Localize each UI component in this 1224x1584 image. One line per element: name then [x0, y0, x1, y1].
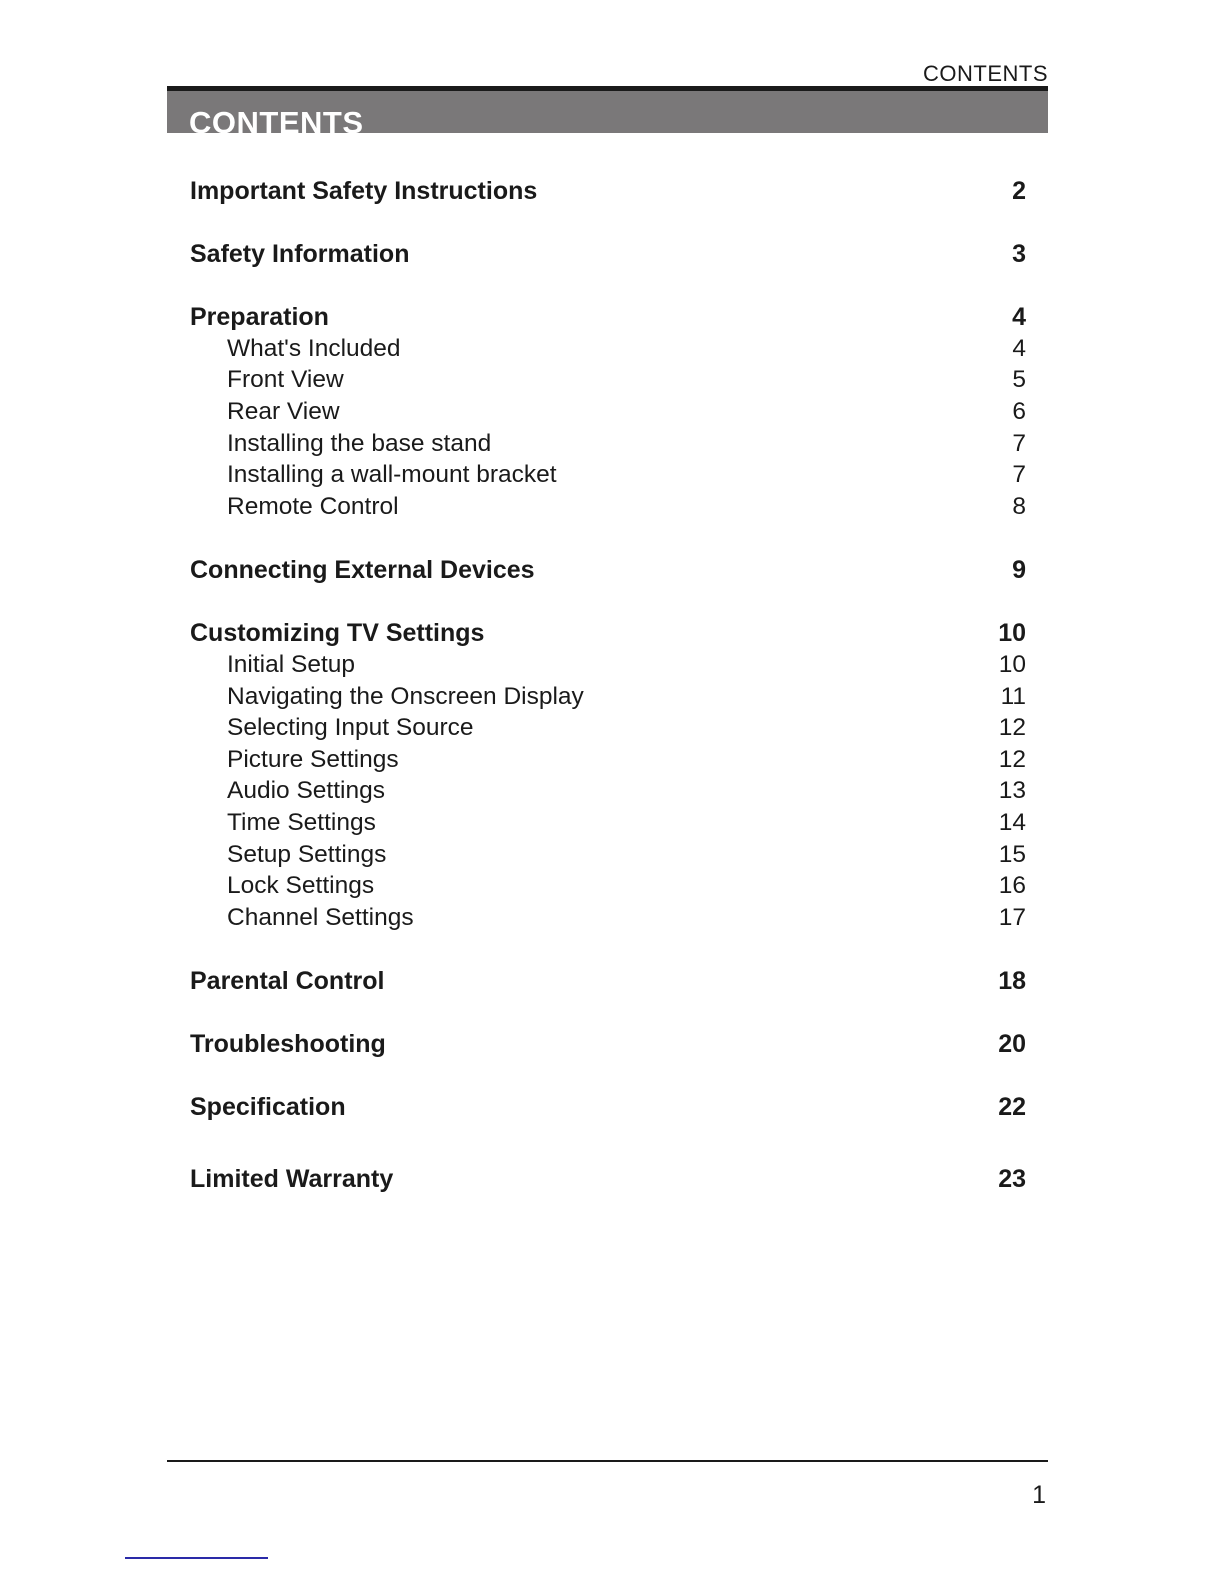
- toc-entry[interactable]: [190, 808, 1026, 838]
- toc-entry-label: Picture Settings: [227, 746, 399, 773]
- toc-entry-page: 9: [1012, 556, 1026, 584]
- toc-entry-page: 4: [1012, 335, 1026, 362]
- toc-entry-page: 5: [1012, 366, 1026, 393]
- toc-entry-page: 13: [998, 777, 1026, 804]
- toc-entry[interactable]: [190, 618, 1026, 648]
- toc-entry[interactable]: [190, 903, 1026, 933]
- toc-entry-page: 14: [998, 809, 1026, 836]
- toc-entry[interactable]: [190, 745, 1026, 775]
- toc-entry-label: Safety Information: [190, 240, 410, 268]
- toc-entry[interactable]: [190, 776, 1026, 806]
- page-number: 1: [1032, 1481, 1046, 1509]
- toc-entry[interactable]: [190, 650, 1026, 680]
- toc-entry-page: 7: [1012, 430, 1026, 457]
- toc-entry-page: 20: [998, 1030, 1026, 1058]
- toc-entry-label: Selecting Input Source: [227, 714, 474, 741]
- toc-entry-label: What's Included: [227, 335, 401, 362]
- toc-entry[interactable]: [190, 1092, 1026, 1122]
- toc-entry[interactable]: [190, 334, 1026, 364]
- toc-entry[interactable]: [190, 555, 1026, 585]
- toc-entry[interactable]: [190, 176, 1026, 206]
- toc-entry-page: 12: [998, 714, 1026, 741]
- toc-entry[interactable]: [190, 871, 1026, 901]
- toc-entry[interactable]: [190, 239, 1026, 269]
- toc-entry[interactable]: [190, 713, 1026, 743]
- toc-entry-label: Specification: [190, 1093, 346, 1121]
- toc-entry[interactable]: [190, 460, 1026, 490]
- toc-entry-page: 2: [1012, 177, 1026, 205]
- toc-entry-page: 22: [998, 1093, 1026, 1121]
- toc-entry[interactable]: [190, 966, 1026, 996]
- toc-entry[interactable]: [190, 840, 1026, 870]
- toc-entry[interactable]: [190, 365, 1026, 395]
- toc-entry-label: Rear View: [227, 398, 340, 425]
- toc-entry[interactable]: [190, 1164, 1026, 1194]
- toc-entry-label: Front View: [227, 366, 344, 393]
- toc-entry-page: 4: [1012, 303, 1026, 331]
- toc-entry-label: Channel Settings: [227, 904, 414, 931]
- toc-entry-page: 8: [1012, 493, 1026, 520]
- toc-entry-page: 23: [998, 1165, 1026, 1193]
- footer-rule: [167, 1460, 1048, 1462]
- toc-entry-label: Setup Settings: [227, 841, 387, 868]
- toc-entry-page: 15: [998, 841, 1026, 868]
- toc-entry[interactable]: [190, 429, 1026, 459]
- toc-entry-label: Installing a wall-mount bracket: [227, 461, 557, 488]
- toc-entry[interactable]: [190, 492, 1026, 522]
- toc-entry-label: Initial Setup: [227, 651, 356, 678]
- toc-entry-label: Preparation: [190, 303, 329, 331]
- toc-entry-label: Customizing TV Settings: [190, 619, 485, 647]
- section-title: CONTENTS: [189, 105, 364, 133]
- toc-entry-page: 16: [998, 872, 1026, 899]
- toc-entry-page: 18: [998, 967, 1026, 995]
- running-header: CONTENTS: [923, 61, 1048, 86]
- toc-entry[interactable]: [190, 682, 1026, 712]
- toc-entry-page: 10: [998, 619, 1026, 647]
- toc-entry-label: Navigating the Onscreen Display: [227, 683, 584, 710]
- toc-entry-label: Time Settings: [227, 809, 376, 836]
- toc-entry-page: 12: [998, 746, 1026, 773]
- toc-entry-label: Installing the base stand: [227, 430, 492, 457]
- toc-entry-page: 17: [998, 904, 1026, 931]
- toc-entry-page: 6: [1012, 398, 1026, 425]
- link-underline: [125, 1557, 268, 1559]
- toc-entry-label: Limited Warranty: [190, 1165, 394, 1193]
- toc-entry-page: 10: [998, 651, 1026, 678]
- toc-entry-label: Lock Settings: [227, 872, 375, 899]
- toc-entry[interactable]: [190, 1029, 1026, 1059]
- section-title-band: [167, 91, 1048, 133]
- toc-entry-page: 7: [1012, 461, 1026, 488]
- toc-entry-page: 3: [1012, 240, 1026, 268]
- toc-entry[interactable]: [190, 302, 1026, 332]
- toc-entry-label: Audio Settings: [227, 777, 385, 804]
- toc-entry-label: Parental Control: [190, 967, 385, 995]
- toc-entry-label: Important Safety Instructions: [190, 177, 538, 205]
- toc-entry[interactable]: [190, 397, 1026, 427]
- toc-entry-label: Remote Control: [227, 493, 399, 520]
- toc-entry-label: Connecting External Devices: [190, 556, 535, 584]
- toc-entry-page: 11: [1000, 683, 1026, 710]
- toc-entry-label: Troubleshooting: [190, 1030, 386, 1058]
